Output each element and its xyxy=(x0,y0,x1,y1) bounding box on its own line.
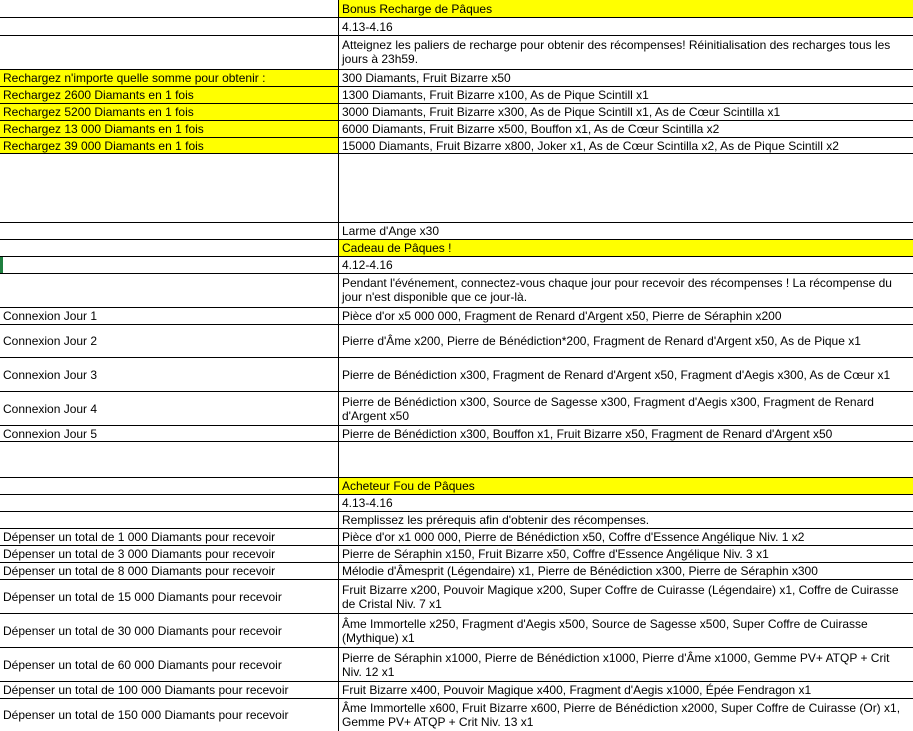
login-description-row[interactable] xyxy=(0,273,913,307)
active-cell-marker xyxy=(0,257,3,273)
cell-a[interactable] xyxy=(0,154,339,222)
recharge-title-row[interactable] xyxy=(0,0,913,17)
cell-a[interactable] xyxy=(0,477,339,494)
spend-row-4[interactable] xyxy=(0,613,913,647)
cell-a[interactable] xyxy=(0,35,339,69)
recharge-description-row[interactable] xyxy=(0,35,913,69)
login-condition[interactable]: Connexion Jour 4 xyxy=(0,391,339,425)
login-condition[interactable]: Connexion Jour 5 xyxy=(0,425,339,442)
spend-title[interactable]: Acheteur Fou de Pâques xyxy=(339,477,913,494)
cell-a[interactable] xyxy=(0,494,339,511)
spend-condition[interactable]: Dépenser un total de 150 000 Diamants pour recevoir xyxy=(0,698,339,731)
cell-a[interactable] xyxy=(0,273,339,307)
login-reward[interactable]: Pièce d'or x5 000 000, Fragment de Renard d'Argent x50, Pierre de Séraphin x200 xyxy=(339,307,913,324)
spend-row-2[interactable] xyxy=(0,562,913,579)
spend-row-6[interactable] xyxy=(0,681,913,698)
login-reward[interactable]: Pierre de Bénédiction x300, Bouffon x1, Fruit Bizarre x50, Fragment de Renard d'Argent x50 xyxy=(339,425,913,442)
recharge-row-2[interactable] xyxy=(0,103,913,120)
spend-description[interactable]: Remplissez les prérequis afin d'obtenir des récompenses. xyxy=(339,511,913,528)
cell-b[interactable] xyxy=(339,442,913,477)
recharge-condition[interactable]: Rechargez 5200 Diamants en 1 fois xyxy=(0,103,339,120)
recharge-reward[interactable]: 300 Diamants, Fruit Bizarre x50 xyxy=(339,69,913,86)
spend-condition[interactable]: Dépenser un total de 8 000 Diamants pour recevoir xyxy=(0,562,339,579)
spend-description-row[interactable] xyxy=(0,511,913,528)
login-description[interactable]: Pendant l'événement, connectez-vous chaque jour pour recevoir des récompenses ! La récompense du jour n'est disponible que ce jour-là. xyxy=(339,273,913,307)
spend-row-0[interactable] xyxy=(0,528,913,545)
spend-dates[interactable]: 4.13-4.16 xyxy=(339,494,913,511)
login-row-1[interactable] xyxy=(0,324,913,357)
spend-condition[interactable]: Dépenser un total de 30 000 Diamants pour recevoir xyxy=(0,613,339,647)
login-row-2[interactable] xyxy=(0,357,913,391)
login-dates-row[interactable] xyxy=(0,256,913,273)
cell-a[interactable] xyxy=(0,17,339,35)
login-reward[interactable]: Pierre de Bénédiction x300, Fragment de Renard d'Argent x50, Fragment d'Aegis x300, As de Cœur x1 xyxy=(339,357,913,391)
spend-reward[interactable]: Pièce d'or x1 000 000, Pierre de Bénédiction x50, Coffre d'Essence Angélique Niv. 1 x2 xyxy=(339,528,913,545)
spend-title-row[interactable] xyxy=(0,477,913,494)
recharge-condition[interactable]: Rechargez 13 000 Diamants en 1 fois xyxy=(0,120,339,137)
spend-row-5[interactable] xyxy=(0,647,913,681)
recharge-reward[interactable]: 3000 Diamants, Fruit Bizarre x300, As de Pique Scintill x1, As de Cœur Scintilla x1 xyxy=(339,103,913,120)
spend-reward[interactable]: Âme Immortelle x250, Fragment d'Aegis x500, Source de Sagesse x500, Super Coffre de Cuirasse (Mythique) x1 xyxy=(339,613,913,647)
spend-condition[interactable]: Dépenser un total de 60 000 Diamants pour recevoir xyxy=(0,647,339,681)
spend-reward[interactable]: Fruit Bizarre x400, Pouvoir Magique x400, Fragment d'Aegis x1000, Épée Fendragon x1 xyxy=(339,681,913,698)
recharge-reward[interactable]: 15000 Diamants, Fruit Bizarre x800, Joker x1, As de Cœur Scintilla x2, As de Pique Scintill x2 xyxy=(339,137,913,154)
spend-reward[interactable]: Mélodie d'Âmesprit (Légendaire) x1, Pierre de Bénédiction x300, Pierre de Séraphin x300 xyxy=(339,562,913,579)
spend-condition[interactable]: Dépenser un total de 15 000 Diamants pour recevoir xyxy=(0,579,339,613)
recharge-description[interactable]: Atteignez les paliers de recharge pour obtenir des récompenses! Réinitialisation des recharges tous les jours à 23h59. xyxy=(339,35,913,69)
recharge-row-1[interactable] xyxy=(0,86,913,103)
cell-a[interactable] xyxy=(0,511,339,528)
login-row-0[interactable] xyxy=(0,307,913,324)
spend-reward[interactable]: Pierre de Séraphin x150, Fruit Bizarre x50, Coffre d'Essence Angélique Niv. 3 x1 xyxy=(339,545,913,562)
spend-condition[interactable]: Dépenser un total de 3 000 Diamants pour recevoir xyxy=(0,545,339,562)
login-reward[interactable]: Pierre de Bénédiction x300, Source de Sagesse x300, Fragment d'Aegis x300, Fragment de Renard d'Argent x50 xyxy=(339,391,913,425)
spend-dates-row[interactable] xyxy=(0,494,913,511)
cell-a[interactable] xyxy=(0,222,339,239)
recharge-reward[interactable]: 6000 Diamants, Fruit Bizarre x500, Bouffon x1, As de Cœur Scintilla x2 xyxy=(339,120,913,137)
login-row-4[interactable] xyxy=(0,425,913,442)
extra-reward[interactable]: Larme d'Ange x30 xyxy=(339,222,913,239)
spend-condition[interactable]: Dépenser un total de 1 000 Diamants pour recevoir xyxy=(0,528,339,545)
recharge-title[interactable]: Bonus Recharge de Pâques xyxy=(339,0,913,17)
login-condition[interactable]: Connexion Jour 2 xyxy=(0,324,339,357)
spend-reward[interactable]: Âme Immortelle x600, Fruit Bizarre x600, Pierre de Bénédiction x2000, Super Coffre de Cuirasse (Or) x1, Gemme PV+ ATQP + Crit Niv. 13 x1 xyxy=(339,698,913,731)
recharge-dates[interactable]: 4.13-4.16 xyxy=(339,17,913,35)
login-title[interactable]: Cadeau de Pâques ! xyxy=(339,239,913,256)
spend-row-3[interactable] xyxy=(0,579,913,613)
spend-reward[interactable]: Pierre de Séraphin x1000, Pierre de Bénédiction x1000, Pierre d'Âme x1000, Gemme PV+ ATQP + Crit Niv. 12 x1 xyxy=(339,647,913,681)
recharge-row-3[interactable] xyxy=(0,120,913,137)
login-dates[interactable]: 4.12-4.16 xyxy=(339,256,913,273)
login-reward[interactable]: Pierre d'Âme x200, Pierre de Bénédiction*200, Fragment de Renard d'Argent x50, As de Pique x1 xyxy=(339,324,913,357)
cell-a[interactable] xyxy=(0,239,339,256)
recharge-condition[interactable]: Rechargez 39 000 Diamants en 1 fois xyxy=(0,137,339,154)
recharge-row-0[interactable] xyxy=(0,69,913,86)
spend-row-7[interactable] xyxy=(0,698,913,731)
recharge-condition[interactable]: Rechargez 2600 Diamants en 1 fois xyxy=(0,86,339,103)
spend-condition[interactable]: Dépenser un total de 100 000 Diamants pour recevoir xyxy=(0,681,339,698)
blank-gap[interactable] xyxy=(0,154,913,222)
login-condition[interactable]: Connexion Jour 1 xyxy=(0,307,339,324)
cell-a[interactable] xyxy=(0,256,339,273)
cell-a[interactable] xyxy=(0,0,339,17)
recharge-condition[interactable]: Rechargez n'importe quelle somme pour obtenir : xyxy=(0,69,339,86)
blank-gap[interactable] xyxy=(0,442,913,477)
cell-b[interactable] xyxy=(339,154,913,222)
login-condition[interactable]: Connexion Jour 3 xyxy=(0,357,339,391)
spend-reward[interactable]: Fruit Bizarre x200, Pouvoir Magique x200, Super Coffre de Cuirasse (Légendaire) x1, Coffre de Cuirasse de Cristal Niv. 7 x1 xyxy=(339,579,913,613)
cell-a[interactable] xyxy=(0,442,339,477)
login-title-row[interactable] xyxy=(0,239,913,256)
recharge-reward[interactable]: 1300 Diamants, Fruit Bizarre x100, As de Pique Scintill x1 xyxy=(339,86,913,103)
recharge-row-4[interactable] xyxy=(0,137,913,154)
spend-row-1[interactable] xyxy=(0,545,913,562)
login-row-3[interactable] xyxy=(0,391,913,425)
recharge-dates-row[interactable] xyxy=(0,17,913,35)
extra-row[interactable] xyxy=(0,222,913,239)
